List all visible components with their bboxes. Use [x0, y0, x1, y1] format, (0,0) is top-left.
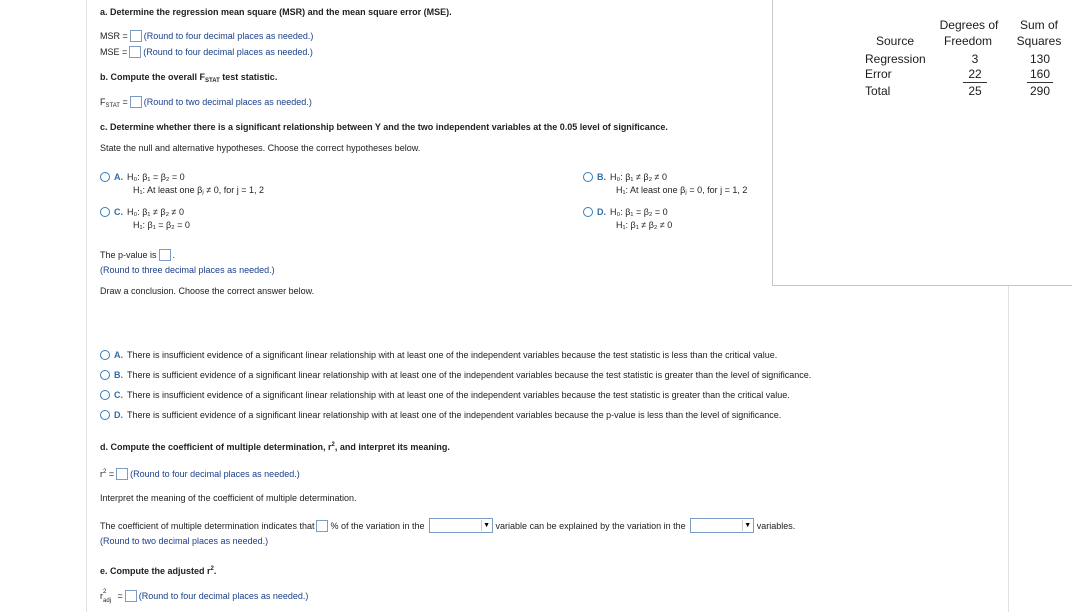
pvalue-end: .	[172, 250, 176, 260]
row-total-ss: 290	[1029, 84, 1051, 98]
sentence-part-1: The coefficient of multiple determination indicates that	[100, 521, 315, 531]
conclusion-option-a[interactable]	[100, 349, 777, 361]
option-text: There is sufficient evidence of a significant linear relationship with at least one of the independent variables because the p-value is less than the level of significance.	[127, 410, 782, 420]
chevron-down-icon[interactable]: ▼	[742, 520, 752, 531]
radio-icon[interactable]	[100, 390, 110, 400]
radio-icon[interactable]	[100, 350, 110, 360]
part-b-prompt-text: b. Compute the overall F	[100, 72, 206, 82]
option-letter: D.	[597, 207, 606, 217]
conclusion-option-b[interactable]	[100, 369, 811, 381]
row-error-df: 22	[963, 67, 987, 83]
radio-icon[interactable]	[100, 172, 110, 182]
msr-row	[100, 30, 313, 42]
row-total-source: Total	[865, 84, 891, 98]
adjusted-r2-row	[100, 590, 308, 602]
hypotheses-instruction: State the null and alternative hypotheses. Choose the correct hypotheses below.	[100, 143, 421, 153]
conclusion-option-c[interactable]	[100, 389, 790, 401]
interpret-instruction: Interpret the meaning of the coefficient of multiple determination.	[100, 493, 357, 503]
dependent-variable-dropdown[interactable]	[429, 518, 493, 533]
part-b-prompt	[100, 71, 277, 87]
hypothesis-option-d-h1: H₁: β₁ ≠ β₂ ≠ 0	[616, 220, 673, 230]
row-error-source: Error	[865, 67, 892, 81]
chevron-down-icon[interactable]: ▼	[481, 520, 491, 531]
part-e-prompt	[100, 563, 216, 577]
interpretation-sentence	[100, 518, 795, 533]
sentence-part-3: variable can be explained by the variation in the	[495, 521, 686, 531]
mse-label: MSE =	[100, 47, 128, 57]
anova-table-panel	[772, 0, 1072, 286]
conclusion-instruction: Draw a conclusion. Choose the correct answer below.	[100, 286, 315, 296]
option-h0: H₀: β₁ = β₂ = 0	[610, 207, 668, 217]
pvalue-input[interactable]	[159, 249, 171, 261]
radio-icon[interactable]	[100, 370, 110, 380]
part-c-prompt: c. Determine whether there is a significant relationship between Y and the two independent variables at the 0.05 level of significance.	[100, 122, 668, 132]
ss-header-line2: Squares	[1016, 34, 1062, 48]
part-e-prompt-post: .	[213, 566, 217, 576]
radio-icon[interactable]	[100, 207, 110, 217]
adj-r2-sub: adj	[103, 598, 112, 604]
option-letter: A.	[114, 172, 123, 182]
r2-label-sup: 2	[103, 469, 107, 475]
mse-input[interactable]	[129, 46, 141, 58]
left-divider	[86, 0, 87, 612]
source-header: Source	[876, 34, 915, 48]
part-b-prompt-post: test statistic.	[219, 72, 278, 82]
row-total-df: 25	[968, 84, 982, 98]
sentence-hint: (Round to two decimal places as needed.)	[100, 536, 269, 546]
adj-r2-label: r	[100, 591, 103, 601]
r2-hint: (Round to four decimal places as needed.)	[130, 469, 300, 479]
option-text: There is insufficient evidence of a significant linear relationship with at least one of the independent variables because the test statistic is less than the critical value.	[127, 350, 778, 360]
adj-r2-scripts	[103, 590, 115, 602]
df-header-line2: Freedom	[943, 34, 993, 48]
part-e-prompt-sup: 2	[210, 566, 214, 572]
hypothesis-option-a[interactable]	[100, 171, 185, 183]
mse-hint: (Round to four decimal places as needed.)	[143, 47, 313, 57]
r2-label: r	[100, 469, 103, 479]
pvalue-hint: (Round to three decimal places as needed.)	[100, 265, 275, 275]
radio-icon[interactable]	[100, 410, 110, 420]
hypothesis-option-b[interactable]	[583, 171, 667, 183]
part-d-prompt	[100, 439, 450, 453]
percent-input[interactable]	[316, 520, 328, 532]
hypothesis-option-a-h1: H₁: At least one βⱼ ≠ 0, for j = 1, 2	[133, 185, 265, 195]
fstat-hint: (Round to two decimal places as needed.)	[143, 97, 312, 107]
r2-input[interactable]	[116, 468, 128, 480]
option-text: There is insufficient evidence of a significant linear relationship with at least one of the independent variables because the test statistic is greater than the critical value.	[127, 390, 790, 400]
row-regression-source: Regression	[865, 52, 926, 66]
option-h0: H₀: β₁ = β₂ = 0	[127, 172, 185, 182]
row-error-ss: 160	[1027, 67, 1053, 83]
adj-r2-eq: =	[115, 591, 123, 601]
msr-hint: (Round to four decimal places as needed.)	[143, 31, 314, 41]
option-h0: H₀: β₁ ≠ β₂ ≠ 0	[127, 207, 185, 217]
pvalue-label: The p-value is	[100, 250, 157, 260]
mse-row	[100, 46, 313, 58]
conclusion-option-d[interactable]	[100, 409, 781, 421]
option-letter: C.	[114, 207, 123, 217]
option-letter: B.	[114, 370, 123, 380]
ss-header-line1: Sum of	[1019, 18, 1058, 32]
row-regression-df: 3	[971, 52, 979, 66]
fstat-input[interactable]	[130, 96, 142, 108]
sentence-part-2: % of the variation in the	[330, 521, 425, 531]
msr-input[interactable]	[130, 30, 142, 42]
msr-label: MSR =	[100, 31, 128, 41]
hypothesis-option-d[interactable]	[583, 206, 668, 218]
radio-icon[interactable]	[583, 172, 593, 182]
part-b-prompt-sub: STAT	[205, 78, 220, 84]
fstat-eq: =	[119, 97, 128, 107]
row-regression-ss: 130	[1029, 52, 1051, 66]
fstat-row	[100, 96, 312, 112]
fstat-label: F	[100, 97, 106, 107]
r2-eq: =	[106, 469, 115, 479]
hypothesis-option-c[interactable]	[100, 206, 184, 218]
option-letter: D.	[114, 410, 123, 420]
hypothesis-option-b-h1: H₁: At least one βⱼ = 0, for j = 1, 2	[616, 185, 748, 195]
part-d-prompt-post: , and interpret its meaning.	[334, 442, 450, 452]
adj-r2-hint: (Round to four decimal places as needed.)	[138, 591, 309, 601]
part-d-prompt-text: d. Compute the coefficient of multiple determination, r	[100, 442, 332, 452]
part-a-prompt: a. Determine the regression mean square (MSR) and the mean square error (MSE).	[100, 7, 452, 17]
adj-r2-sup: 2	[103, 589, 107, 595]
r2-row	[100, 466, 300, 480]
fstat-label-sub: STAT	[105, 103, 120, 109]
option-letter: C.	[114, 390, 123, 400]
df-header-line1: Degrees of	[939, 18, 999, 32]
independent-variable-dropdown[interactable]	[690, 518, 754, 533]
radio-icon[interactable]	[583, 207, 593, 217]
adj-r2-input[interactable]	[125, 590, 137, 602]
option-text: There is sufficient evidence of a significant linear relationship with at least one of the independent variables because the test statistic is greater than the level of significance.	[127, 370, 812, 380]
part-d-prompt-sup: 2	[331, 442, 335, 448]
option-letter: A.	[114, 350, 123, 360]
part-e-prompt-text: e. Compute the adjusted r	[100, 566, 211, 576]
hypothesis-option-c-h1: H₁: β₁ = β₂ = 0	[133, 220, 190, 230]
sentence-part-4: variables.	[756, 521, 796, 531]
option-h0: H₀: β₁ ≠ β₂ ≠ 0	[610, 172, 668, 182]
option-letter: B.	[597, 172, 606, 182]
pvalue-row	[100, 249, 175, 261]
